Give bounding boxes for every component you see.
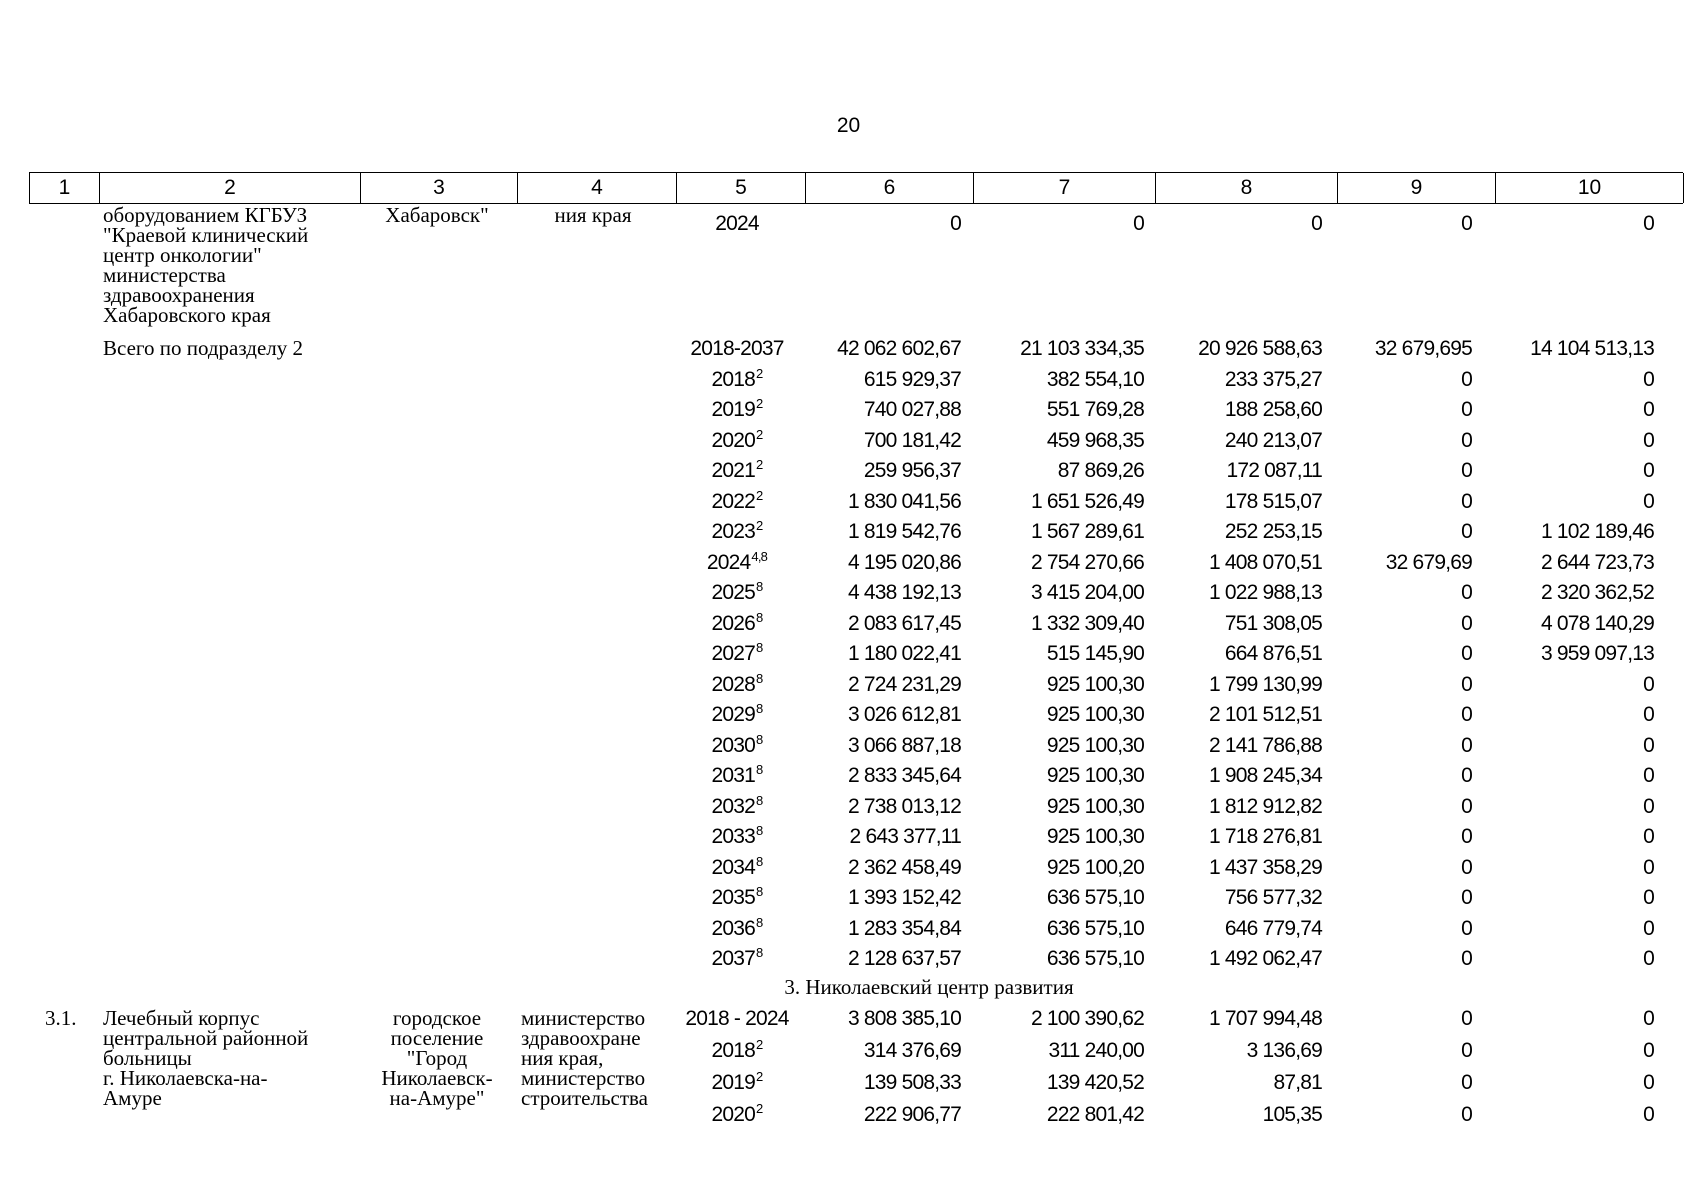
table-row	[0, 731, 1697, 761]
header-col-8: 8	[1156, 173, 1338, 203]
value-cell-6: 42 062 602,67	[837, 337, 961, 360]
value-cell-8: 2 101 512,51	[1208, 703, 1322, 726]
value-cell-10: 0	[1643, 489, 1654, 513]
value-cell-6: 314 376,69	[863, 1039, 961, 1062]
value-cell-6: 3 026 612,81	[847, 703, 961, 726]
value-cell-10: 0	[1643, 1007, 1654, 1030]
value-cell-10: 0	[1643, 794, 1654, 818]
value-cell-6: 2 083 617,45	[847, 611, 961, 635]
year-cell	[672, 1036, 802, 1066]
year-text: 2037	[711, 947, 756, 970]
value-cell-8: 756 577,32	[1224, 886, 1322, 909]
value-cell-7: 551 769,28	[1046, 398, 1144, 421]
value-cell-9: 32 679,695	[1374, 337, 1472, 360]
value-cell-8: 252 253,15	[1224, 520, 1322, 543]
table-row	[0, 761, 1697, 791]
value-cell-9: 0	[1461, 855, 1472, 879]
year-cell	[672, 761, 802, 791]
value-cell-7: 1 651 526,49	[1030, 489, 1144, 513]
year-cell	[672, 1100, 802, 1130]
year-cell	[672, 731, 802, 761]
year-text: 2024	[715, 212, 759, 235]
value-cell-10: 0	[1643, 367, 1654, 391]
value-cell-8: 105,35	[1262, 1103, 1322, 1126]
year-text: 2031	[711, 764, 756, 787]
value-cell-7: 87 869,26	[1057, 459, 1144, 482]
value-cell-8: 1 812 912,82	[1208, 794, 1322, 818]
value-cell-10: 0	[1643, 855, 1654, 879]
value-cell-10: 0	[1643, 916, 1654, 940]
page-number: 20	[836, 114, 861, 137]
top-item-location: Хабаровск"	[385, 203, 489, 227]
value-cell-10: 0	[1643, 947, 1654, 970]
value-cell-7: 925 100,30	[1046, 733, 1144, 757]
value-cell-9: 0	[1461, 764, 1472, 787]
table-row	[0, 1068, 1697, 1098]
value-cell-9: 0	[1461, 367, 1472, 391]
value-cell-8: 751 308,05	[1224, 611, 1322, 635]
value-cell-9: 0	[1461, 212, 1472, 235]
footnote-mark: 8	[756, 945, 763, 960]
text-line: центр онкологии"	[103, 243, 262, 267]
value-cell-6: 2 643 377,11	[849, 825, 961, 848]
table-row	[0, 944, 1697, 974]
text-line: на-Амуре"	[389, 1086, 485, 1110]
text-line: Амуре	[103, 1086, 162, 1110]
year-cell	[672, 1068, 802, 1098]
year-text: 2020	[711, 1103, 756, 1126]
year-cell	[672, 395, 802, 425]
footnote-mark: 2	[756, 426, 763, 442]
footnote-mark: 2	[756, 396, 763, 411]
table-row	[0, 548, 1697, 578]
year-text: 2024	[706, 550, 751, 574]
value-cell-8: 664 876,51	[1224, 642, 1322, 665]
value-cell-9: 0	[1461, 794, 1472, 818]
year-cell	[672, 487, 802, 517]
value-cell-10: 0	[1643, 733, 1654, 757]
table-row	[0, 792, 1697, 822]
year-text: 2034	[711, 855, 756, 879]
footnote-mark: 2	[756, 1101, 763, 1116]
year-text: 2019	[711, 1071, 756, 1094]
value-cell-10: 0	[1643, 703, 1654, 726]
year-cell	[672, 548, 802, 578]
value-cell-10: 0	[1643, 459, 1654, 482]
value-cell-10: 0	[1643, 1103, 1654, 1126]
text-line: поселение	[390, 1026, 484, 1050]
value-cell-8: 1 707 994,48	[1208, 1007, 1322, 1030]
year-text: 2020	[711, 428, 756, 452]
value-cell-10: 0	[1643, 764, 1654, 787]
value-cell-6: 740 027,88	[863, 398, 961, 421]
value-cell-10: 4 078 140,29	[1540, 611, 1654, 635]
text-line: оборудованием КГБУЗ	[103, 203, 308, 227]
footnote-mark: 2	[756, 518, 763, 533]
year-cell	[672, 578, 802, 608]
header-col-6: 6	[806, 173, 974, 203]
value-cell-7: 3 415 204,00	[1030, 581, 1144, 604]
footnote-mark: 2	[756, 1037, 763, 1052]
value-cell-7: 2 100 390,62	[1030, 1007, 1144, 1030]
year-text: 2018	[711, 1039, 756, 1062]
value-cell-10: 3 959 097,13	[1540, 642, 1654, 665]
table-header	[29, 172, 1683, 204]
value-cell-8: 20 926 588,63	[1198, 337, 1322, 360]
value-cell-10: 0	[1643, 1039, 1654, 1062]
header-col-1: 1	[30, 173, 100, 203]
year-cell	[672, 365, 802, 395]
value-cell-9: 0	[1461, 398, 1472, 421]
value-cell-7: 21 103 334,35	[1020, 337, 1144, 360]
value-cell-8: 172 087,11	[1226, 459, 1322, 482]
table-row	[0, 517, 1697, 547]
footnote-mark: 8	[756, 914, 763, 930]
value-cell-9: 32 679,69	[1385, 550, 1472, 574]
footnote-mark: 8	[756, 823, 763, 838]
year-cell	[672, 944, 802, 974]
year-text: 2026	[711, 611, 756, 635]
footnote-mark: 2	[756, 487, 763, 503]
year-cell	[672, 853, 802, 883]
year-cell	[672, 334, 802, 364]
value-cell-6: 700 181,42	[863, 428, 961, 452]
header-col-7: 7	[974, 173, 1156, 203]
year-cell	[672, 822, 802, 852]
year-text: 2019	[711, 398, 756, 421]
value-cell-7: 925 100,30	[1046, 703, 1144, 726]
year-text: 2021	[711, 459, 756, 482]
year-text: 2029	[711, 703, 756, 726]
value-cell-9: 0	[1461, 489, 1472, 513]
text-line: здравоохране	[521, 1026, 641, 1050]
value-cell-7: 311 240,00	[1048, 1039, 1144, 1062]
table-row	[0, 1004, 1697, 1034]
value-cell-6: 139 508,33	[863, 1071, 961, 1094]
value-cell-8: 87,81	[1273, 1071, 1322, 1094]
value-cell-6: 1 819 542,76	[847, 520, 961, 543]
value-cell-10: 0	[1643, 428, 1654, 452]
value-cell-8: 1 799 130,99	[1208, 672, 1322, 696]
year-cell	[672, 609, 802, 639]
footnote-mark: 8	[756, 884, 763, 899]
year-cell	[672, 700, 802, 730]
year-text: 2025	[711, 581, 756, 604]
value-cell-9: 0	[1461, 1071, 1472, 1094]
text-line: министерства	[103, 263, 226, 287]
value-cell-10: 0	[1643, 1071, 1654, 1094]
value-cell-6: 2 833 345,64	[847, 764, 961, 787]
text-line: ния края,	[521, 1046, 604, 1070]
text-line: г. Николаевска-на-	[103, 1066, 268, 1090]
value-cell-10: 0	[1643, 398, 1654, 421]
table-row	[0, 426, 1697, 456]
value-cell-8: 1 408 070,51	[1208, 550, 1322, 574]
year-cell	[672, 517, 802, 547]
value-cell-8: 0	[1311, 212, 1322, 235]
footnote-mark: 4,8	[751, 548, 768, 564]
value-cell-8: 1 492 062,47	[1208, 947, 1322, 970]
year-cell	[672, 1004, 802, 1034]
item-number: 3.1.	[45, 1006, 77, 1030]
header-col-4: 4	[518, 173, 677, 203]
footnote-mark: 2	[756, 1069, 763, 1084]
text-line: Лечебный корпус	[103, 1006, 260, 1030]
value-cell-7: 459 968,35	[1046, 428, 1144, 452]
value-cell-8: 1 908 245,34	[1208, 764, 1322, 787]
footnote-mark: 8	[756, 609, 763, 625]
value-cell-10: 0	[1643, 212, 1654, 235]
year-cell	[672, 883, 802, 913]
value-cell-10: 2 320 362,52	[1540, 581, 1654, 604]
top-item-executor: ния края	[554, 203, 632, 227]
text-line: больницы	[103, 1046, 192, 1070]
value-cell-6: 2 128 637,57	[847, 947, 961, 970]
header-col-5: 5	[677, 173, 806, 203]
value-cell-6: 4 195 020,86	[847, 550, 961, 574]
value-cell-7: 925 100,30	[1046, 764, 1144, 787]
year-text: 2032	[711, 794, 756, 818]
value-cell-8: 1 437 358,29	[1208, 855, 1322, 879]
year-text: 2036	[711, 916, 756, 940]
value-cell-7: 1 332 309,40	[1030, 611, 1144, 635]
value-cell-10: 0	[1643, 672, 1654, 696]
table-row	[0, 700, 1697, 730]
value-cell-6: 3 066 887,18	[847, 733, 961, 757]
value-cell-6: 1 180 022,41	[847, 642, 961, 665]
value-cell-9: 0	[1461, 916, 1472, 940]
value-cell-7: 925 100,30	[1046, 672, 1144, 696]
year-cell	[672, 426, 802, 456]
year-text: 2023	[711, 520, 756, 543]
year-text: 2035	[711, 886, 756, 909]
value-cell-7: 515 145,90	[1046, 642, 1144, 665]
value-cell-7: 636 575,10	[1046, 916, 1144, 940]
table-row	[0, 639, 1697, 669]
value-cell-7: 925 100,30	[1046, 794, 1144, 818]
header-col-2: 2	[100, 173, 361, 203]
text-line: министерство	[521, 1066, 646, 1090]
value-cell-7: 382 554,10	[1046, 367, 1144, 391]
value-cell-7: 925 100,30	[1046, 825, 1144, 848]
footnote-mark: 8	[756, 792, 763, 808]
footnote-mark: 8	[756, 853, 763, 869]
text-line: здравоохранения	[103, 283, 255, 307]
value-cell-9: 0	[1461, 1103, 1472, 1126]
table-row	[0, 853, 1697, 883]
table-row	[0, 334, 1697, 364]
value-cell-10: 1 102 189,46	[1540, 520, 1654, 543]
value-cell-6: 1 283 354,84	[847, 916, 961, 940]
value-cell-9: 0	[1461, 703, 1472, 726]
year-cell	[672, 639, 802, 669]
value-cell-6: 1 830 041,56	[847, 489, 961, 513]
value-cell-8: 2 141 786,88	[1208, 733, 1322, 757]
value-cell-9: 0	[1461, 581, 1472, 604]
text-line: Хабаровского края	[103, 303, 271, 327]
value-cell-8: 1 022 988,13	[1208, 581, 1322, 604]
value-cell-8: 188 258,60	[1224, 398, 1322, 421]
value-cell-9: 0	[1461, 1039, 1472, 1062]
value-cell-6: 615 929,37	[863, 367, 961, 391]
year-cell	[672, 914, 802, 944]
value-cell-8: 1 718 276,81	[1208, 825, 1322, 848]
text-line: городское	[392, 1006, 482, 1030]
value-cell-6: 2 724 231,29	[847, 672, 961, 696]
value-cell-9: 0	[1461, 520, 1472, 543]
table-row	[0, 1036, 1697, 1070]
footnote-mark: 8	[756, 579, 763, 594]
text-line: "Краевой клинический	[103, 223, 309, 247]
value-cell-9: 0	[1461, 642, 1472, 665]
year-cell	[672, 209, 802, 239]
table-row	[0, 609, 1697, 639]
value-cell-9: 0	[1461, 672, 1472, 696]
value-cell-6: 1 393 152,42	[847, 886, 961, 909]
value-cell-7: 925 100,20	[1046, 855, 1144, 879]
table-row	[0, 578, 1697, 608]
table-row	[0, 670, 1697, 700]
footnote-mark: 8	[756, 762, 763, 777]
header-col-3: 3	[361, 173, 518, 203]
footnote-mark: 8	[756, 701, 763, 716]
year-cell	[672, 670, 802, 700]
year-text: 2033	[711, 825, 756, 848]
value-cell-9: 0	[1461, 1007, 1472, 1030]
year-text: 2027	[711, 642, 756, 665]
text-line: министерство	[521, 1006, 646, 1030]
value-cell-9: 0	[1461, 825, 1472, 848]
value-cell-6: 4 438 192,13	[847, 581, 961, 604]
text-line: "Город	[406, 1046, 468, 1070]
value-cell-9: 0	[1461, 428, 1472, 452]
table-row	[0, 883, 1697, 913]
table-row	[0, 395, 1697, 425]
value-cell-9: 0	[1461, 459, 1472, 482]
year-cell	[672, 792, 802, 822]
year-text: 2028	[711, 672, 756, 696]
year-text: 2018 - 2024	[685, 1007, 789, 1030]
value-cell-7: 222 801,42	[1046, 1103, 1144, 1126]
value-cell-10: 14 104 513,13	[1530, 337, 1654, 360]
value-cell-7: 1 567 289,61	[1030, 520, 1144, 543]
text-line: Николаевск-	[381, 1066, 493, 1090]
value-cell-7: 636 575,10	[1046, 947, 1144, 970]
value-cell-6: 3 808 385,10	[847, 1007, 961, 1030]
value-cell-7: 0	[1133, 212, 1144, 235]
value-cell-8: 233 375,27	[1224, 367, 1322, 391]
year-text: 2018	[711, 367, 756, 391]
footnote-mark: 2	[756, 365, 763, 381]
header-col-10: 10	[1496, 173, 1684, 203]
footnote-mark: 8	[756, 731, 763, 747]
table-row	[0, 487, 1697, 517]
value-cell-8: 3 136,69	[1246, 1039, 1322, 1062]
value-cell-6: 2 738 013,12	[847, 794, 961, 818]
value-cell-9: 0	[1461, 886, 1472, 909]
table-row	[0, 456, 1697, 486]
value-cell-9: 0	[1461, 611, 1472, 635]
text-line: центральной районной	[103, 1026, 309, 1050]
value-cell-6: 259 956,37	[863, 459, 961, 482]
value-cell-7: 139 420,52	[1046, 1071, 1144, 1094]
value-cell-7: 2 754 270,66	[1030, 550, 1144, 574]
value-cell-6: 2 362 458,49	[847, 855, 961, 879]
table-row	[0, 822, 1697, 852]
value-cell-8: 646 779,74	[1224, 916, 1322, 940]
value-cell-8: 240 213,07	[1224, 428, 1322, 452]
value-cell-7: 636 575,10	[1046, 886, 1144, 909]
top-item-row	[0, 209, 1697, 239]
subtotal-label: Всего по подразделу 2	[103, 336, 304, 360]
value-cell-10: 0	[1643, 825, 1654, 848]
value-cell-10: 0	[1643, 886, 1654, 909]
footnote-mark: 2	[756, 457, 763, 472]
header-col-9: 9	[1338, 173, 1496, 203]
footnote-mark: 8	[756, 670, 763, 686]
value-cell-8: 178 515,07	[1224, 489, 1322, 513]
section-title: 3. Николаевский центр развития	[784, 975, 1074, 999]
value-cell-10: 2 644 723,73	[1540, 550, 1654, 574]
table-row	[0, 1100, 1697, 1130]
value-cell-9: 0	[1461, 947, 1472, 970]
year-text: 2030	[711, 733, 756, 757]
year-text: 2022	[711, 489, 756, 513]
table-row	[0, 914, 1697, 944]
value-cell-9: 0	[1461, 733, 1472, 757]
value-cell-6: 222 906,77	[863, 1103, 961, 1126]
text-line: строительства	[521, 1086, 649, 1110]
value-cell-6: 0	[950, 212, 961, 235]
year-text: 2018-2037	[690, 337, 784, 360]
year-cell	[672, 456, 802, 486]
table-row	[0, 365, 1697, 395]
footnote-mark: 8	[756, 640, 763, 655]
